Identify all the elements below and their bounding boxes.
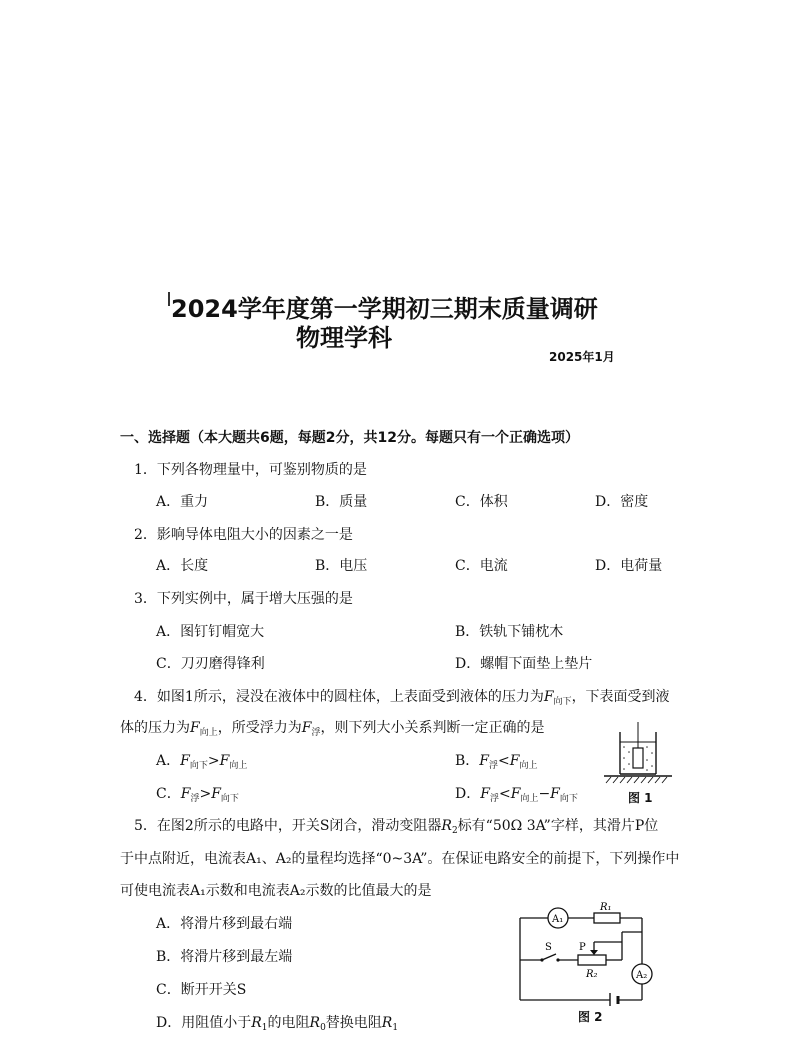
- relation-sign: −: [538, 786, 551, 802]
- option-letter: B．: [455, 753, 480, 769]
- switch-contact: [540, 958, 543, 961]
- figure-2-caption: 图 2: [578, 1010, 603, 1024]
- resistor-symbol: R: [251, 1015, 262, 1031]
- resistor-symbol: R: [441, 818, 452, 834]
- force-symbol: F: [301, 720, 312, 736]
- q5-stem-line3: 可使电流表A₁示数和电流表A₂示数的比值最大的是: [120, 883, 432, 899]
- force-subscript: 向上: [199, 728, 218, 738]
- label-a2: A₂: [636, 970, 648, 981]
- scan-mark: [168, 292, 170, 306]
- exam-title: 2024学年度第一学期初三期末质量调研: [171, 295, 598, 323]
- exam-date: 2025年1月: [549, 350, 615, 364]
- q4-stem-line2: [120, 717, 544, 738]
- ground-hatch: [606, 777, 667, 783]
- resistor-symbol: R: [309, 1015, 321, 1031]
- relation-sign: <: [498, 753, 510, 769]
- force-subscript: 向下: [553, 697, 572, 707]
- force-symbol: F: [180, 786, 191, 802]
- force-subscript: 浮: [489, 794, 499, 804]
- q3-option-b[interactable]: B．铁轨下铺枕木: [455, 624, 564, 640]
- relation-sign: <: [498, 786, 511, 802]
- force-subscript: 向上: [519, 761, 538, 771]
- relation-sign: >: [199, 786, 212, 802]
- q4-option-d[interactable]: [455, 783, 578, 804]
- force-symbol: F: [550, 786, 560, 802]
- q5-text: D．用阻值小于: [156, 1015, 252, 1031]
- figure-2-circuit: [512, 898, 662, 1006]
- force-symbol: F: [219, 753, 230, 769]
- figure-1-diagram: [600, 722, 678, 784]
- q5-stem-line2: 于中点附近，电流表A₁、A₂的量程均选择“0~3A”。在保证电路安全的前提下，下列操作中: [120, 851, 680, 867]
- force-subscript: 浮: [190, 794, 200, 804]
- q4-text: ，则下列大小关系判断一定正确的是: [320, 720, 545, 736]
- label-r2: R₂: [586, 969, 598, 980]
- q1-option-b[interactable]: B．质量: [315, 494, 368, 510]
- q1-option-a[interactable]: A．重力: [156, 494, 209, 510]
- resistor-subscript: 0: [320, 1023, 326, 1033]
- slider-arrow-icon: [590, 950, 598, 955]
- resistor-subscript: 1: [261, 1023, 268, 1033]
- subject-title: 物理学科: [296, 324, 392, 352]
- q4-text: ，下表面受到液: [571, 689, 670, 705]
- resistor-symbol: R: [381, 1015, 393, 1031]
- q5-text: 的电阻: [267, 1015, 310, 1031]
- figure-1-caption: 图 1: [628, 791, 653, 805]
- q5-text: 5．在图2所示的电路中，开关S闭合，滑动变阻器: [134, 818, 442, 834]
- force-symbol: F: [480, 786, 490, 802]
- resistor-subscript: 1: [392, 1023, 399, 1033]
- force-subscript: 向下: [189, 761, 208, 771]
- q4-text: 4．如图1所示，浸没在液体中的圆柱体，上表面受到液体的压力为: [134, 689, 544, 705]
- q5-option-d[interactable]: [156, 1012, 398, 1033]
- force-symbol: F: [190, 720, 200, 736]
- q5-option-c[interactable]: C．断开开关S: [156, 982, 247, 998]
- q4-stem-line1: [134, 686, 670, 707]
- option-letter: A．: [156, 753, 181, 769]
- q4-option-a[interactable]: [156, 750, 247, 771]
- q5-text: 标有“50Ω 3A”字样，其滑片P位: [457, 818, 659, 834]
- q3-option-a[interactable]: A．图钉钉帽宽大: [156, 624, 265, 640]
- q1-stem: 1．下列各物理量中，可鉴别物质的是: [134, 462, 367, 478]
- force-subscript: 向上: [520, 794, 539, 804]
- label-s: S: [545, 942, 552, 953]
- force-symbol: F: [510, 786, 521, 802]
- switch-contact: [556, 958, 559, 961]
- force-symbol: F: [509, 753, 520, 769]
- force-subscript: 向下: [220, 794, 239, 804]
- q5-option-a[interactable]: A．将滑片移到最右端: [156, 916, 293, 932]
- q5-text: 替换电阻: [325, 1015, 382, 1031]
- force-symbol: F: [479, 753, 490, 769]
- force-subscript: 向下: [559, 794, 578, 804]
- cylinder: [633, 748, 643, 768]
- force-symbol: F: [543, 689, 554, 705]
- switch-s: [542, 954, 556, 960]
- resistor-r1: [594, 913, 620, 923]
- q5-option-b[interactable]: B．将滑片移到最左端: [156, 949, 293, 965]
- resistor-subscript: 2: [451, 826, 458, 836]
- q2-option-a[interactable]: A．长度: [156, 558, 209, 574]
- force-subscript: 向上: [229, 761, 248, 771]
- q2-stem: 2．影响导体电阻大小的因素之一是: [134, 527, 353, 543]
- label-r1: R₁: [600, 902, 612, 913]
- q3-stem: 3．下列实例中，属于增大压强的是: [134, 591, 353, 607]
- force-subscript: 浮: [311, 728, 321, 738]
- relation-sign: >: [207, 753, 220, 769]
- q2-option-c[interactable]: C．电流: [455, 558, 508, 574]
- label-a1: A₁: [552, 914, 564, 925]
- q4-text: ，所受浮力为: [217, 720, 302, 736]
- q2-option-d[interactable]: D．电荷量: [595, 558, 663, 574]
- q3-option-d[interactable]: D．螺帽下面垫上垫片: [455, 656, 593, 672]
- force-subscript: 浮: [489, 761, 499, 771]
- force-symbol: F: [180, 753, 190, 769]
- label-p: P: [579, 942, 586, 953]
- q4-text: 体的压力为: [120, 720, 190, 736]
- option-letter: D．: [455, 786, 481, 802]
- section-heading: 一、选择题（本大题共6题，每题2分，共12分。每题只有一个正确选项）: [120, 430, 579, 446]
- q2-option-b[interactable]: B．电压: [315, 558, 368, 574]
- q3-option-c[interactable]: C．刀刃磨得锋利: [156, 656, 265, 672]
- q1-option-c[interactable]: C．体积: [455, 494, 508, 510]
- q1-option-d[interactable]: D．密度: [595, 494, 649, 510]
- q4-option-b[interactable]: [455, 750, 538, 771]
- q4-option-c[interactable]: [156, 783, 239, 804]
- force-symbol: F: [211, 786, 221, 802]
- option-letter: C．: [156, 786, 181, 802]
- rheostat-r2: [578, 955, 606, 965]
- q5-stem-line1: [134, 815, 658, 836]
